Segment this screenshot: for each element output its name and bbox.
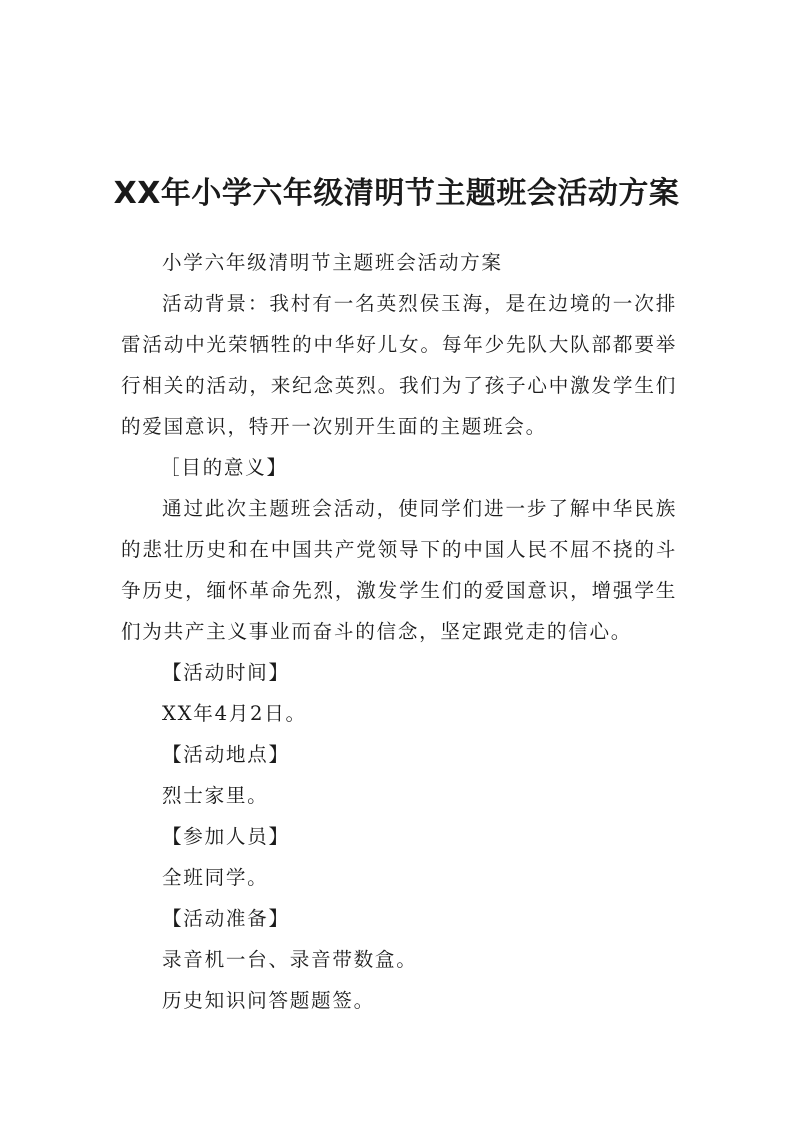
- location-paragraph: 烈士家里。: [162, 784, 269, 807]
- purpose-paragraph: 通过此次主题班会活动，使同学们进一步了解中华民族的悲壮历史和在中国共产党领导下的中国人民不屈不挠的斗争历史，缅怀革命先烈，激发学生们的爱国意识，增强学生们为共产主义事业而奋斗的信念，坚定跟党走的信心。: [121, 497, 677, 643]
- section-heading-purpose: ［目的意义】: [160, 456, 288, 479]
- section-heading-preparation: 【活动准备】: [162, 907, 290, 930]
- document-body: [121, 242, 677, 1021]
- section-heading-location: 【活动地点】: [162, 743, 290, 766]
- section-heading-participants: 【参加人员】: [162, 825, 290, 848]
- subtitle-paragraph: 小学六年级清明节主题班会活动方案: [162, 251, 503, 274]
- time-paragraph: XX年4月2日。: [162, 702, 307, 725]
- participants-paragraph: 全班同学。: [162, 866, 269, 889]
- preparation-item-1: 录音机一台、录音带数盒。: [162, 948, 418, 971]
- background-paragraph: 活动背景：我村有一名英烈侯玉海，是在边境的一次排雷活动中光荣牺牲的中华好儿女。每年少先队大队部都要举行相关的活动，来纪念英烈。我们为了孩子心中激发学生们的爱国意识，特开一次别开生面的主题班会。: [121, 292, 677, 438]
- document-title: XX年小学六年级清明节主题班会活动方案: [113, 176, 680, 211]
- preparation-item-2: 历史知识问答题题签。: [162, 989, 375, 1012]
- section-heading-time: 【活动时间】: [162, 661, 290, 684]
